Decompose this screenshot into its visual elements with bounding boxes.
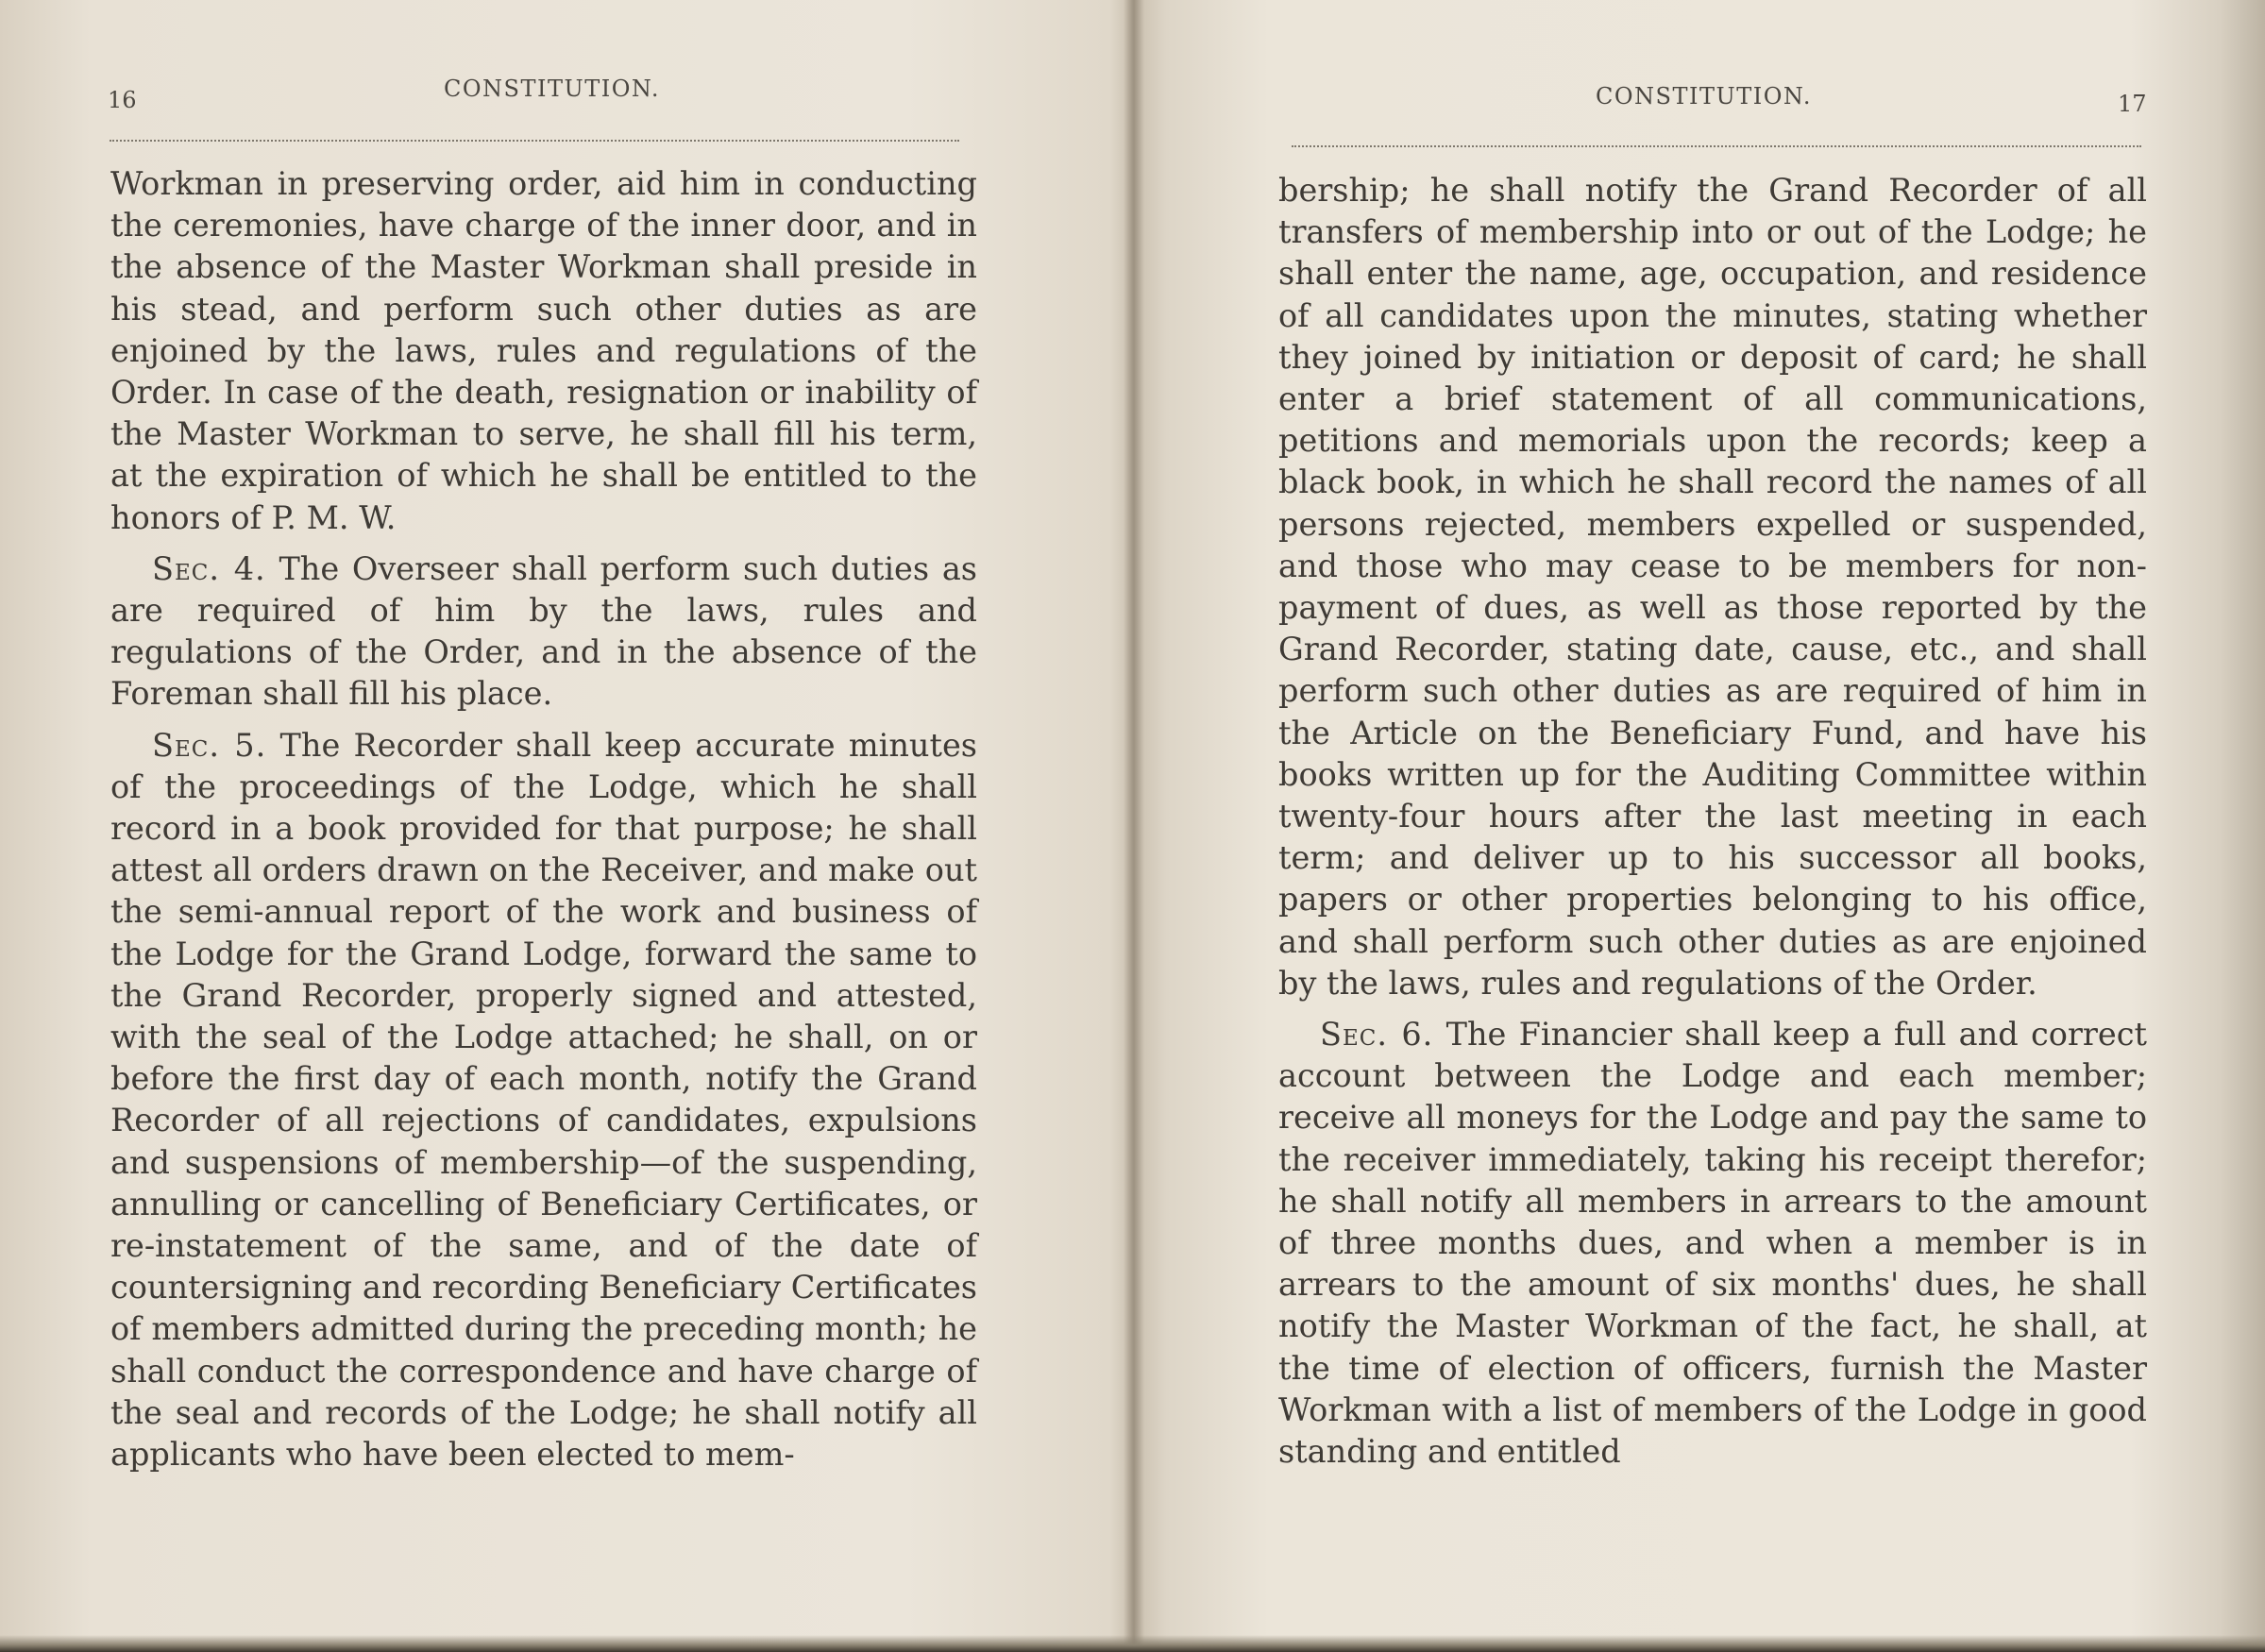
running-head: CONSTITUTION. [444,76,660,102]
left-page [0,0,1124,1652]
page-body [1278,170,2147,1473]
header-rule [110,140,959,142]
section-text: The Financier shall keep a full and correct account between the Lodge and each member; receive all moneys for the Lodge and pay the same to the receiver immediately, taking his receipt therefor; he shall notify all members in arrears to the amount of three months dues, and when a member is in arrears to the amount of six months' dues, he shall notify the Master Workman of the fact, he shall, at the time of election of officers, furnish the Master Workman with a list of members of the Lodge in good standing and entitled [1278,1016,2147,1471]
page-bottom-edge [0,1635,2265,1652]
book-gutter [1124,0,1144,1652]
running-head: CONSTITUTION. [1596,83,1812,110]
section-label: Sec. 4. [152,549,266,587]
continuation-paragraph: Workman in preserving order, aid him in conducting the ceremonies, have charge of the inner door, and in the absence of the Master Workman shall preside in his stead, and perform such other duties as are enjoined by the laws, rules and regulations of the Order. In case of the death, resignation or inability of the Master Workman to serve, he shall fill his term, at the expiration of which he shall be entitled to the honors of P. M. W. [110,165,977,536]
section-paragraph [1278,1014,2147,1473]
section-label: Sec. 6. [1320,1016,1434,1054]
section-paragraph [110,725,977,1476]
page-body [110,163,977,1475]
section-paragraph [110,548,977,716]
right-page [1144,0,2265,1652]
continuation-paragraph: bership; he shall notify the Grand Recorder of all transfers of membership into or out of the Lodge; he shall enter the name, age, occupation, and residence of all candidates upon the minutes, stating whether they joined by initiation or deposit of card; he shall enter a brief statement of all communications, petitions and memorials upon the records; keep a black book, in which he shall record the names of all persons rejected, members expelled or suspended, and those who may cease to be members for non-payment of dues, as well as those reported by the Grand Recorder, stating date, cause, etc., and shall perform such other duties as are required of him in the Article on the Beneficiary Fund, and have his books written up for the Auditing Committee within twenty-four hours after the last meeting in each term; and deliver up to his successor all books, papers or other properties belonging to his office, and shall perform such other duties as are enjoined by the laws, rules and regulations of the Order. [1278,172,2147,1002]
page-number: 17 [2118,91,2147,117]
section-label: Sec. 5. [152,726,267,764]
section-text: The Recorder shall keep accurate minutes of the proceedings of the Lodge, which he shall record in a book provided for that purpose; he shall attest all orders drawn on the Receiver, and make out the semi-annual report of the work and business of the Lodge for the Grand Lodge, forward the same to the Grand Recorder, properly signed and attested, with the seal of the Lodge attached; he shall, on or before the first day of each month, notify the Grand Recorder of all rejections of candidates, expulsions and suspensions of membership—of the suspending, annulling or cancelling of Beneficiary Certificates, or re-instatement of the same, and of the date of countersigning and recording Beneficiary Certificates of members admitted during the preceding month; he shall conduct the correspondence and have charge of the seal and records of the Lodge; he shall notify all applicants who have been elected to mem- [110,726,977,1474]
header-rule [1292,145,2141,147]
section-text: The Overseer shall perform such duties as are required of him by the laws, rules and regulations of the Order, and in the absence of the Foreman shall fill his place. [110,549,977,713]
page-number: 16 [108,87,137,113]
